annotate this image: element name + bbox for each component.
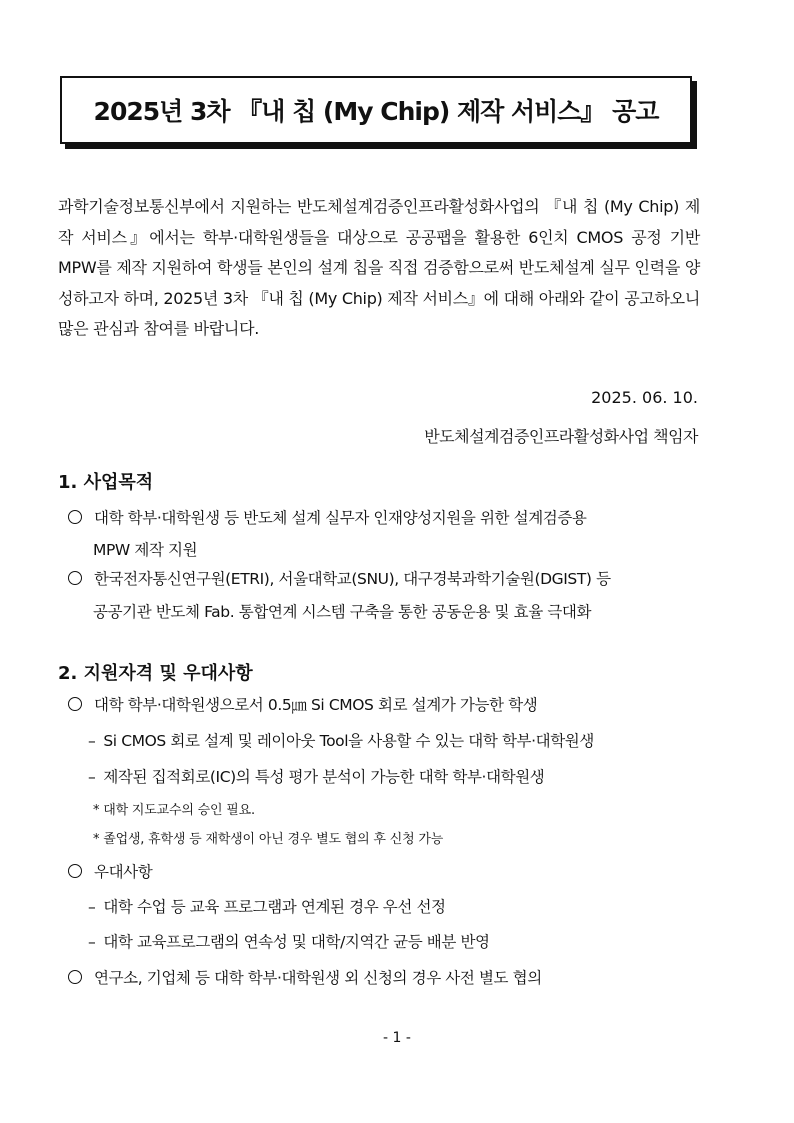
section2-item1-text: 대학 학부·대학원생으로서 0.5㎛ Si CMOS 회로 설계가 가능한 학생 — [94, 696, 538, 714]
dash-bullet: – — [88, 933, 96, 951]
section2-item1-sub2-text: 제작된 집적회로(IC)의 특성 평가 분석이 가능한 대학 학부·대학원생 — [103, 768, 545, 786]
section2-item2 — [68, 860, 152, 882]
dash-bullet: – — [88, 898, 96, 916]
section2-item1-sub2 — [88, 765, 544, 787]
circle-bullet-icon — [68, 697, 82, 711]
section2-item2-sub2 — [88, 930, 490, 952]
section1-heading: 1. 사업목적 — [58, 472, 154, 493]
notice-signer: 반도체설계검증인프라활성화사업 책임자 — [424, 427, 698, 446]
section1-item1-text: 대학 학부·대학원생 등 반도체 설계 실무자 인재양성지원을 위한 설계검증용 — [94, 509, 587, 527]
title-box — [60, 76, 692, 144]
intro-paragraph: 과학기술정보통신부에서 지원하는 반도체설계검증인프라활성화사업의 『내 칩 (My Chip) 제작 서비스』에서는 학부·대학원생들을 대상으로 공공팹을 활용한 6인치 CMOS 공정 기반 MPW를 제작 지원하여 학생들 본인의 설계 칩을 직접 검증함으로써 반도체설계 실무 인력을 양성하고자 하며, 2025년 3차 『내 칩 (My Chip) 제작 서비스』에 대해 아래와 같이 공고하오니 많은 관심과 참여를 바랍니다. — [58, 197, 700, 339]
section2-item1-sub1-text: Si CMOS 회로 설계 및 레이아웃 Tool을 사용할 수 있는 대학 학부·대학원생 — [103, 732, 594, 750]
section2-item1-sub1 — [88, 729, 594, 751]
section1-item2 — [68, 567, 611, 589]
notice-date: 2025. 06. 10. — [591, 388, 698, 407]
section2-item2-text: 우대사항 — [94, 863, 153, 881]
section2-item3 — [68, 966, 542, 988]
circle-bullet-icon — [68, 970, 82, 984]
section2-item2-sub2-text: 대학 교육프로그램의 연속성 및 대학/지역간 균등 배분 반영 — [103, 933, 490, 951]
section2-heading: 2. 지원자격 및 우대사항 — [58, 663, 253, 684]
circle-bullet-icon — [68, 571, 82, 585]
dash-bullet: – — [88, 732, 96, 750]
circle-bullet-icon — [68, 864, 82, 878]
page-title: 2025년 3차 『내 칩 (My Chip) 제작 서비스』 공고 — [93, 97, 659, 126]
page-number: - 1 - — [383, 1030, 411, 1046]
section2-item2-sub1-text: 대학 수업 등 교육 프로그램과 연계된 경우 우선 선정 — [103, 898, 446, 916]
section2-note2: * 졸업생, 휴학생 등 재학생이 아닌 경우 별도 협의 후 신청 가능 — [93, 832, 444, 847]
section2-item3-text: 연구소, 기업체 등 대학 학부·대학원생 외 신청의 경우 사전 별도 협의 — [94, 969, 542, 987]
section1-item1-cont: MPW 제작 지원 — [93, 541, 198, 559]
section2-note1: * 대학 지도교수의 승인 필요. — [93, 803, 255, 818]
dash-bullet: – — [88, 768, 96, 786]
circle-bullet-icon — [68, 510, 82, 524]
section1-item1 — [68, 506, 587, 528]
section1-item2-text: 한국전자통신연구원(ETRI), 서울대학교(SNU), 대구경북과학기술원(DGIST) 등 — [94, 570, 611, 588]
section1-item2-cont: 공공기관 반도체 Fab. 통합연계 시스템 구축을 통한 공동운용 및 효율 극대화 — [93, 603, 592, 621]
section2-item1 — [68, 693, 537, 715]
section2-item2-sub1 — [88, 895, 446, 917]
